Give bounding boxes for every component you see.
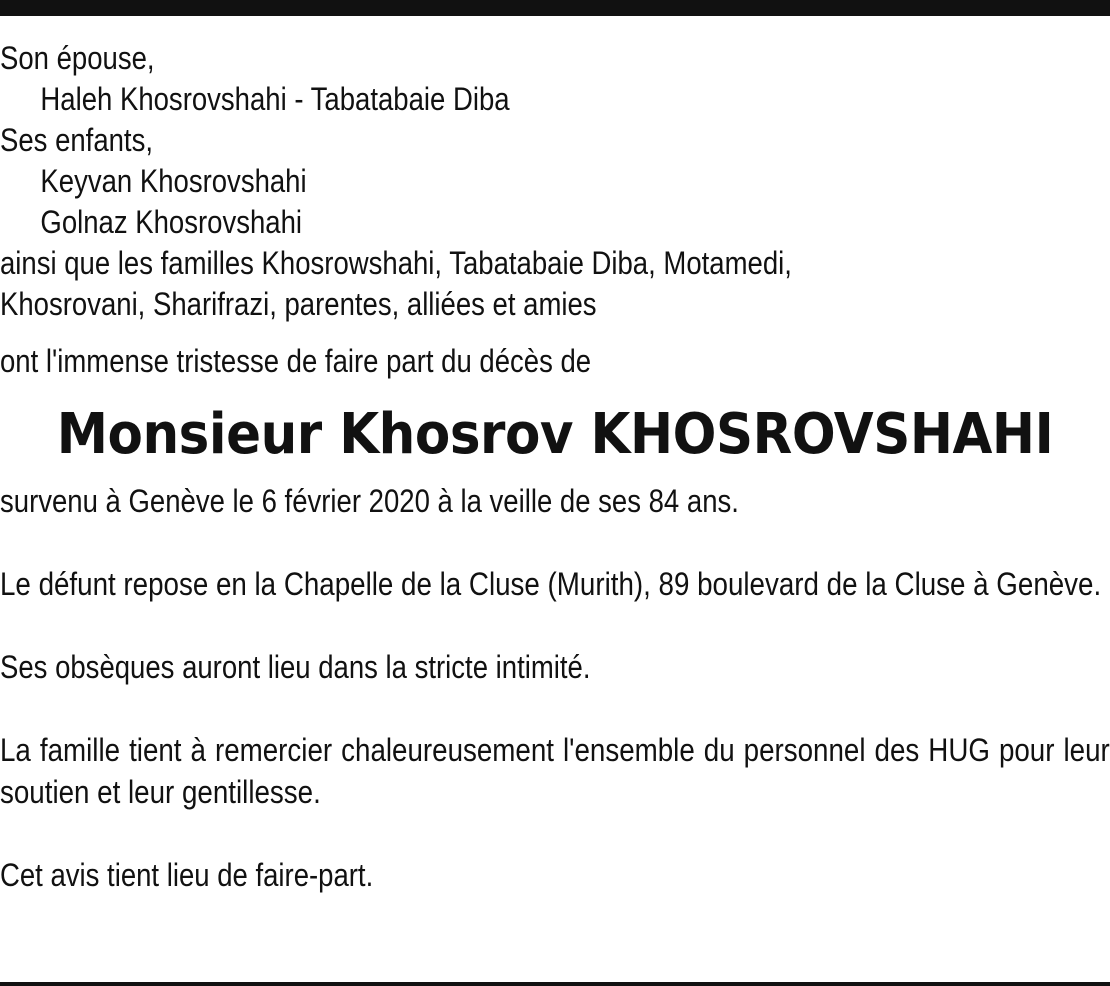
funeral-paragraph: Ses obsèques auront lieu dans la stricte intimité. <box>0 649 591 685</box>
closing-line: Cet avis tient lieu de faire-part. <box>0 857 374 893</box>
spouse-label: Son épouse, <box>0 40 155 76</box>
rest-place-paragraph: Le défunt repose en la Chapelle de la Cluse (Murith), 89 boulevard de la Cluse à Genève. <box>0 566 1102 602</box>
death-details: survenu à Genève le 6 février 2020 à la veille de ses 84 ans. <box>0 483 739 519</box>
deceased-name-heading: Monsieur Khosrov KHOSROVSHAHI <box>56 402 1054 467</box>
child-name-1: Keyvan Khosrovshahi <box>40 163 307 199</box>
thanks-paragraph: La famille tient à remercier chaleureusement l'ensemble du personnel des HUG pour leur soutien et leur gentillesse. <box>0 732 1110 810</box>
obituary-notice <box>0 38 1110 896</box>
families-line-1: ainsi que les familles Khosrowshahi, Tabatabaie Diba, Motamedi, <box>0 245 792 281</box>
bottom-border-rule <box>0 982 1110 986</box>
child-name-2: Golnaz Khosrovshahi <box>40 204 303 240</box>
announcement-text: ont l'immense tristesse de faire part du décès de <box>0 343 592 379</box>
families-line-2: Khosrovani, Sharifrazi, parentes, alliées et amies <box>0 286 597 322</box>
children-label: Ses enfants, <box>0 122 153 158</box>
top-border-rule <box>0 0 1110 16</box>
spouse-name: Haleh Khosrovshahi - Tabatabaie Diba <box>40 81 510 117</box>
